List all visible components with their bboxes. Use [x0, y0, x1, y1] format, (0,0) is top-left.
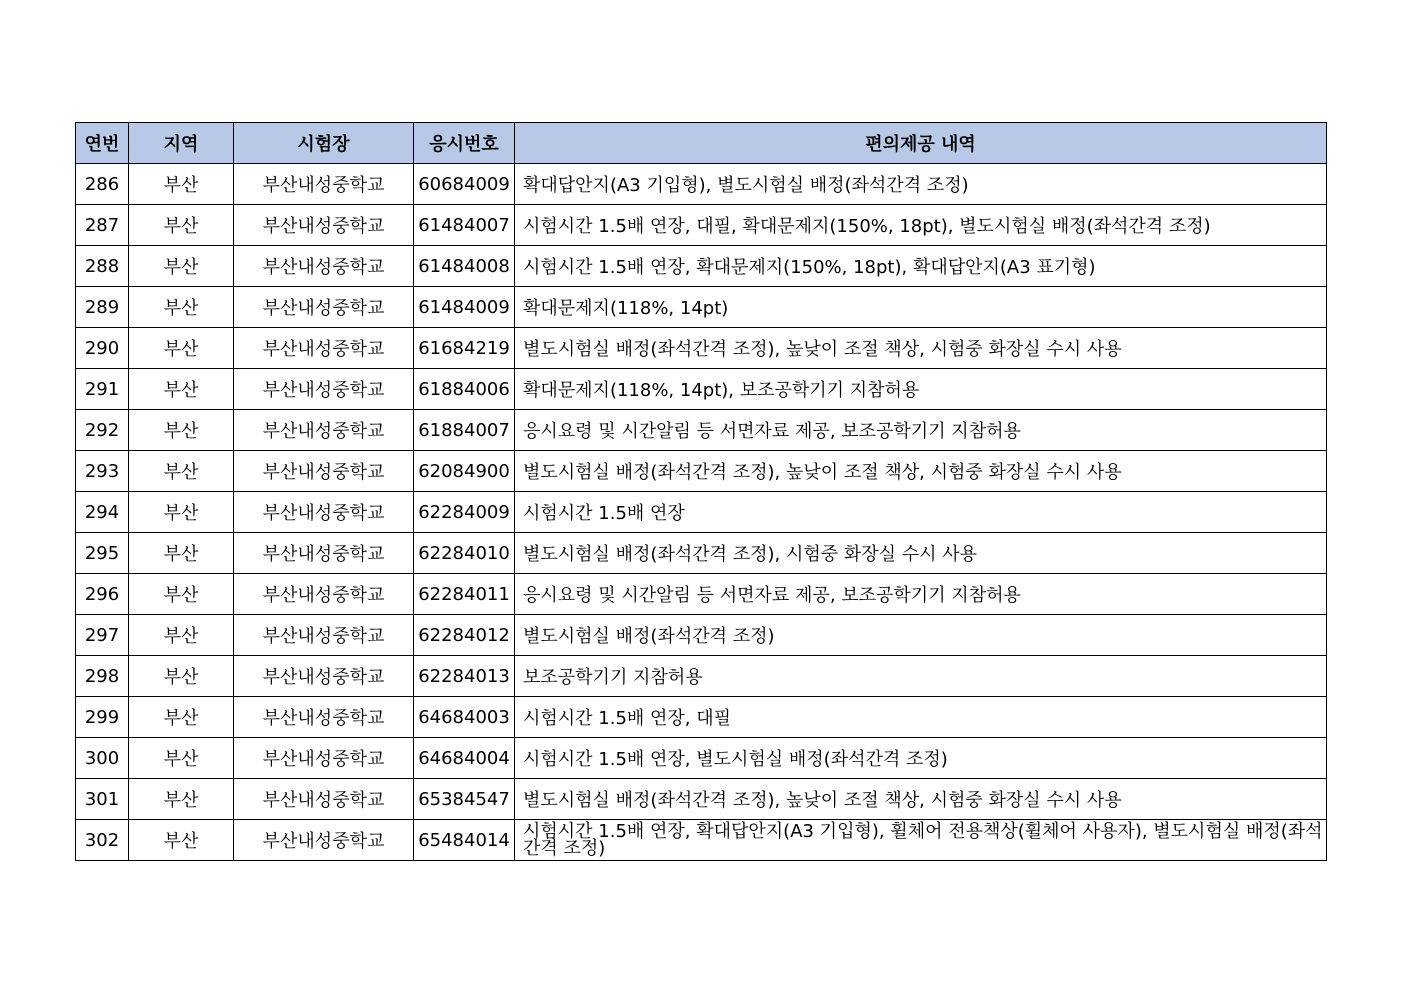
table-row [76, 369, 1327, 410]
table-row [76, 164, 1327, 205]
cell-venue: 부산내성중학교 [234, 738, 414, 779]
cell-region: 부산 [129, 492, 234, 533]
cell-no: 286 [76, 164, 129, 205]
table-row [76, 533, 1327, 574]
cell-region: 부산 [129, 328, 234, 369]
table-row [76, 738, 1327, 779]
cell-region: 부산 [129, 574, 234, 615]
cell-exam-no: 65384547 [414, 779, 515, 820]
cell-no: 294 [76, 492, 129, 533]
cell-details: 별도시험실 배정(좌석간격 조정), 높낮이 조절 책상, 시험중 화장실 수시 사용 [515, 328, 1327, 369]
table-body [76, 164, 1327, 861]
accommodation-table [75, 122, 1327, 861]
cell-region: 부산 [129, 615, 234, 656]
cell-no: 289 [76, 287, 129, 328]
cell-details: 시험시간 1.5배 연장, 대필, 확대문제지(150%, 18pt), 별도시험실 배정(좌석간격 조정) [515, 205, 1327, 246]
header-exam-no: 응시번호 [414, 123, 515, 164]
cell-exam-no: 62284013 [414, 656, 515, 697]
cell-region: 부산 [129, 738, 234, 779]
cell-exam-no: 61484009 [414, 287, 515, 328]
cell-region: 부산 [129, 697, 234, 738]
cell-no: 290 [76, 328, 129, 369]
cell-venue: 부산내성중학교 [234, 574, 414, 615]
cell-venue: 부산내성중학교 [234, 246, 414, 287]
cell-no: 300 [76, 738, 129, 779]
cell-details: 별도시험실 배정(좌석간격 조정) [515, 615, 1327, 656]
cell-no: 291 [76, 369, 129, 410]
cell-exam-no: 61884006 [414, 369, 515, 410]
cell-venue: 부산내성중학교 [234, 410, 414, 451]
table-row [76, 205, 1327, 246]
cell-exam-no: 62284009 [414, 492, 515, 533]
cell-details: 확대문제지(118%, 14pt) [515, 287, 1327, 328]
cell-exam-no: 60684009 [414, 164, 515, 205]
cell-venue: 부산내성중학교 [234, 697, 414, 738]
cell-details: 별도시험실 배정(좌석간격 조정), 높낮이 조절 책상, 시험중 화장실 수시 사용 [515, 451, 1327, 492]
cell-venue: 부산내성중학교 [234, 533, 414, 574]
cell-exam-no: 61684219 [414, 328, 515, 369]
cell-exam-no: 65484014 [414, 820, 515, 861]
table-row [76, 287, 1327, 328]
table-row [76, 656, 1327, 697]
cell-exam-no: 62284011 [414, 574, 515, 615]
cell-details: 시험시간 1.5배 연장, 확대답안지(A3 기입형), 휠체어 전용책상(휠체어 사용자), 별도시험실 배정(좌석간격 조정) [515, 820, 1327, 861]
cell-no: 297 [76, 615, 129, 656]
cell-details: 시험시간 1.5배 연장, 대필 [515, 697, 1327, 738]
cell-exam-no: 61484008 [414, 246, 515, 287]
cell-region: 부산 [129, 533, 234, 574]
cell-details: 확대문제지(118%, 14pt), 보조공학기기 지참허용 [515, 369, 1327, 410]
cell-region: 부산 [129, 410, 234, 451]
cell-venue: 부산내성중학교 [234, 164, 414, 205]
cell-region: 부산 [129, 164, 234, 205]
cell-no: 293 [76, 451, 129, 492]
cell-details: 시험시간 1.5배 연장 [515, 492, 1327, 533]
header-region: 지역 [129, 123, 234, 164]
cell-no: 302 [76, 820, 129, 861]
table-row [76, 697, 1327, 738]
cell-region: 부산 [129, 820, 234, 861]
cell-region: 부산 [129, 205, 234, 246]
cell-region: 부산 [129, 656, 234, 697]
cell-details: 시험시간 1.5배 연장, 확대문제지(150%, 18pt), 확대답안지(A3 표기형) [515, 246, 1327, 287]
cell-venue: 부산내성중학교 [234, 615, 414, 656]
cell-exam-no: 61884007 [414, 410, 515, 451]
cell-venue: 부산내성중학교 [234, 287, 414, 328]
cell-region: 부산 [129, 369, 234, 410]
cell-no: 295 [76, 533, 129, 574]
cell-details: 응시요령 및 시간알림 등 서면자료 제공, 보조공학기기 지참허용 [515, 410, 1327, 451]
cell-no: 301 [76, 779, 129, 820]
cell-exam-no: 62284010 [414, 533, 515, 574]
cell-venue: 부산내성중학교 [234, 451, 414, 492]
header-no: 연번 [76, 123, 129, 164]
cell-no: 288 [76, 246, 129, 287]
cell-no: 296 [76, 574, 129, 615]
cell-details: 보조공학기기 지참허용 [515, 656, 1327, 697]
cell-venue: 부산내성중학교 [234, 328, 414, 369]
cell-exam-no: 61484007 [414, 205, 515, 246]
cell-venue: 부산내성중학교 [234, 779, 414, 820]
cell-region: 부산 [129, 451, 234, 492]
header-venue: 시험장 [234, 123, 414, 164]
table-row [76, 492, 1327, 533]
cell-venue: 부산내성중학교 [234, 492, 414, 533]
accommodation-table-container [75, 122, 1326, 861]
cell-exam-no: 62084900 [414, 451, 515, 492]
table-row [76, 615, 1327, 656]
table-row [76, 574, 1327, 615]
cell-no: 299 [76, 697, 129, 738]
table-row [76, 246, 1327, 287]
cell-details: 확대답안지(A3 기입형), 별도시험실 배정(좌석간격 조정) [515, 164, 1327, 205]
table-row [76, 410, 1327, 451]
cell-no: 292 [76, 410, 129, 451]
cell-region: 부산 [129, 779, 234, 820]
cell-exam-no: 64684004 [414, 738, 515, 779]
cell-details: 시험시간 1.5배 연장, 별도시험실 배정(좌석간격 조정) [515, 738, 1327, 779]
table-header-row [76, 123, 1327, 164]
cell-details: 응시요령 및 시간알림 등 서면자료 제공, 보조공학기기 지참허용 [515, 574, 1327, 615]
header-details: 편의제공 내역 [515, 123, 1327, 164]
cell-region: 부산 [129, 246, 234, 287]
table-row [76, 779, 1327, 820]
table-row [76, 451, 1327, 492]
cell-exam-no: 62284012 [414, 615, 515, 656]
cell-exam-no: 64684003 [414, 697, 515, 738]
cell-venue: 부산내성중학교 [234, 656, 414, 697]
table-row [76, 820, 1327, 861]
cell-region: 부산 [129, 287, 234, 328]
cell-details: 별도시험실 배정(좌석간격 조정), 시험중 화장실 수시 사용 [515, 533, 1327, 574]
cell-details: 별도시험실 배정(좌석간격 조정), 높낮이 조절 책상, 시험중 화장실 수시 사용 [515, 779, 1327, 820]
cell-venue: 부산내성중학교 [234, 205, 414, 246]
cell-venue: 부산내성중학교 [234, 369, 414, 410]
cell-no: 298 [76, 656, 129, 697]
cell-venue: 부산내성중학교 [234, 820, 414, 861]
table-row [76, 328, 1327, 369]
cell-no: 287 [76, 205, 129, 246]
